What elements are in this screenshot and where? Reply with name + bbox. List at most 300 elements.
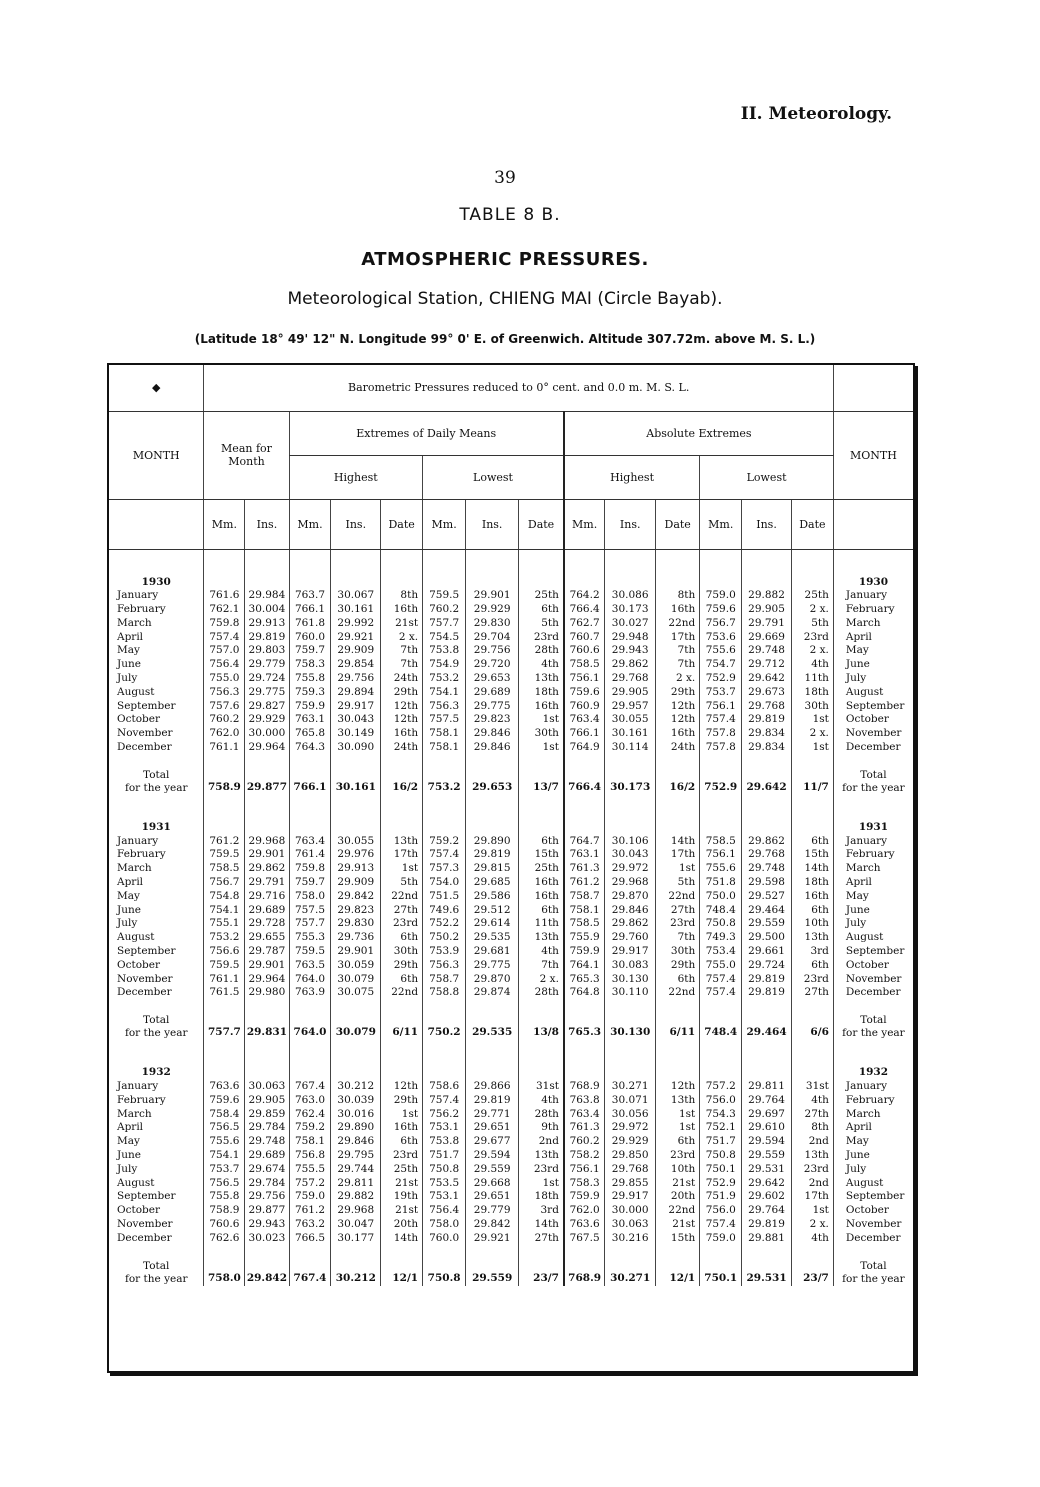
value-cell: 29.815 bbox=[466, 862, 519, 876]
value-cell: 756.5 bbox=[204, 1177, 245, 1191]
value-cell: 30th bbox=[381, 945, 423, 959]
value-cell: 755.3 bbox=[289, 931, 331, 945]
month-label-right: April bbox=[833, 1121, 913, 1135]
value-cell: 10th bbox=[656, 1163, 700, 1177]
value-cell: 15th bbox=[519, 848, 564, 862]
station-subtitle: Meteorological Station, CHIENG MAI (Circle Bayab). bbox=[287, 289, 723, 309]
total-value-cell: 30.212 bbox=[331, 1246, 381, 1286]
value-cell: 29.559 bbox=[742, 1149, 792, 1163]
value-cell: 29.531 bbox=[742, 1163, 792, 1177]
table-row bbox=[109, 727, 913, 741]
table-row bbox=[109, 1163, 913, 1177]
value-cell: 29.846 bbox=[466, 727, 519, 741]
value-cell: 29.830 bbox=[331, 917, 381, 931]
month-label: May bbox=[117, 644, 140, 657]
value-cell: 6th bbox=[656, 973, 700, 987]
value-cell: 766.5 bbox=[289, 1232, 331, 1246]
value-cell: 29.819 bbox=[742, 713, 792, 727]
value-cell: 756.4 bbox=[423, 1204, 466, 1218]
empty-cell bbox=[605, 821, 656, 835]
value-cell: 18th bbox=[791, 686, 833, 700]
value-cell: 753.1 bbox=[423, 1190, 466, 1204]
table-row bbox=[109, 700, 913, 714]
table-row bbox=[109, 1108, 913, 1122]
value-cell: 29th bbox=[381, 959, 423, 973]
spacer-row bbox=[109, 1040, 913, 1066]
value-cell: 767.5 bbox=[564, 1232, 605, 1246]
month-label: March bbox=[117, 616, 152, 629]
value-cell: 30.004 bbox=[245, 603, 289, 617]
empty-cell bbox=[466, 1066, 519, 1080]
value-cell: 29.756 bbox=[245, 1190, 289, 1204]
value-cell: 750.0 bbox=[700, 890, 742, 904]
month-label-right: June bbox=[833, 904, 913, 918]
value-cell: 755.6 bbox=[204, 1135, 245, 1149]
value-cell: 760.0 bbox=[423, 1232, 466, 1246]
value-cell: 6th bbox=[791, 835, 833, 849]
value-cell: 29.655 bbox=[245, 931, 289, 945]
value-cell: 29.728 bbox=[245, 917, 289, 931]
month-label-right: June bbox=[833, 658, 913, 672]
value-cell: 763.1 bbox=[289, 713, 331, 727]
month-label: February bbox=[117, 1093, 166, 1106]
value-cell: 16th bbox=[381, 1121, 423, 1135]
month-label-right: October bbox=[833, 713, 913, 727]
month-label-right: September bbox=[833, 945, 913, 959]
value-cell: 29.901 bbox=[331, 945, 381, 959]
value-cell: 750.1 bbox=[700, 1163, 742, 1177]
value-cell: 1st bbox=[791, 1204, 833, 1218]
empty-cell bbox=[423, 1066, 466, 1080]
table-row bbox=[109, 713, 913, 727]
month-label: December bbox=[117, 986, 172, 999]
value-cell: 754.0 bbox=[423, 876, 466, 890]
value-cell: 3rd bbox=[791, 945, 833, 959]
value-cell: 755.9 bbox=[564, 931, 605, 945]
total-label-line2: for the year bbox=[842, 1027, 905, 1040]
value-cell: 760.2 bbox=[564, 1135, 605, 1149]
spacer-cell bbox=[381, 549, 423, 576]
spacer-cell bbox=[331, 549, 381, 576]
value-cell: 4th bbox=[519, 658, 564, 672]
value-cell: 757.5 bbox=[423, 713, 466, 727]
total-value-cell: 6/11 bbox=[656, 1000, 700, 1040]
value-cell: 29.760 bbox=[605, 931, 656, 945]
value-cell: 29.866 bbox=[466, 1080, 519, 1094]
total-value-cell: 29.559 bbox=[466, 1246, 519, 1286]
total-value-cell: 753.2 bbox=[423, 755, 466, 795]
value-cell: 30.039 bbox=[331, 1094, 381, 1108]
total-value-cell: 6/6 bbox=[791, 1000, 833, 1040]
table-row bbox=[109, 658, 913, 672]
total-value-cell: 30.130 bbox=[605, 1000, 656, 1040]
value-cell: 23rd bbox=[519, 631, 564, 645]
value-cell: 30.106 bbox=[605, 835, 656, 849]
value-cell: 753.7 bbox=[204, 1163, 245, 1177]
value-cell: 30.086 bbox=[605, 589, 656, 603]
table-row bbox=[109, 986, 913, 1000]
unit-ins: Ins. bbox=[742, 499, 792, 549]
month-label: June bbox=[117, 1149, 141, 1161]
value-cell: 31st bbox=[519, 1080, 564, 1094]
month-label-right: April bbox=[833, 631, 913, 645]
value-cell: 2nd bbox=[519, 1135, 564, 1149]
value-cell: 29.823 bbox=[331, 904, 381, 918]
value-cell: 30.071 bbox=[605, 1094, 656, 1108]
table-row bbox=[109, 835, 913, 849]
value-cell: 29.724 bbox=[742, 959, 792, 973]
value-cell: 762.4 bbox=[289, 1108, 331, 1122]
value-cell: 5th bbox=[381, 876, 423, 890]
value-cell: 756.0 bbox=[700, 1094, 742, 1108]
value-cell: 29.909 bbox=[331, 876, 381, 890]
value-cell: 29th bbox=[656, 686, 700, 700]
unit-date: Date bbox=[381, 499, 423, 549]
month-label-right: October bbox=[833, 1204, 913, 1218]
table-row bbox=[109, 848, 913, 862]
month-label: April bbox=[117, 630, 144, 643]
value-cell: 2 x. bbox=[791, 1218, 833, 1232]
month-label: June bbox=[117, 658, 141, 671]
value-cell: 16th bbox=[519, 890, 564, 904]
month-label-right: July bbox=[833, 917, 913, 931]
value-cell: 29.764 bbox=[742, 1094, 792, 1108]
value-cell: 30.271 bbox=[605, 1080, 656, 1094]
value-cell: 752.9 bbox=[700, 672, 742, 686]
spacer-row bbox=[109, 549, 913, 576]
value-cell: 759.5 bbox=[204, 959, 245, 973]
value-cell: 29.881 bbox=[742, 1232, 792, 1246]
value-cell: 29.862 bbox=[742, 835, 792, 849]
spacer-cell bbox=[700, 1040, 742, 1066]
value-cell: 29.929 bbox=[605, 1135, 656, 1149]
spacer-cell bbox=[791, 795, 833, 821]
value-cell: 2 x. bbox=[381, 631, 423, 645]
empty-cell bbox=[700, 1066, 742, 1080]
value-cell: 29.929 bbox=[245, 713, 289, 727]
value-cell: 30.063 bbox=[245, 1080, 289, 1094]
value-cell: 748.4 bbox=[700, 904, 742, 918]
value-cell: 764.7 bbox=[564, 835, 605, 849]
value-cell: 764.2 bbox=[564, 589, 605, 603]
value-cell: 29.882 bbox=[331, 1190, 381, 1204]
empty-cell bbox=[656, 1066, 700, 1080]
value-cell: 757.0 bbox=[204, 644, 245, 658]
month-label: December bbox=[117, 741, 172, 754]
empty-cell bbox=[791, 821, 833, 835]
spacer-cell bbox=[109, 1040, 204, 1066]
value-cell: 12th bbox=[381, 700, 423, 714]
value-cell: 29.787 bbox=[245, 945, 289, 959]
value-cell: 30.079 bbox=[331, 973, 381, 987]
total-value-cell: 750.8 bbox=[423, 1246, 466, 1286]
value-cell: 759.5 bbox=[423, 589, 466, 603]
section-header: II. Meteorology. bbox=[740, 104, 892, 124]
empty-cell bbox=[700, 821, 742, 835]
value-cell: 6th bbox=[381, 1135, 423, 1149]
value-cell: 29.870 bbox=[605, 890, 656, 904]
spacer-cell bbox=[423, 549, 466, 576]
value-cell: 13th bbox=[656, 1094, 700, 1108]
value-cell: 30.130 bbox=[605, 973, 656, 987]
value-cell: 29.720 bbox=[466, 658, 519, 672]
value-cell: 29th bbox=[381, 686, 423, 700]
value-cell: 29.890 bbox=[466, 835, 519, 849]
value-cell: 12th bbox=[381, 1080, 423, 1094]
value-cell: 29.819 bbox=[742, 986, 792, 1000]
value-cell: 765.3 bbox=[564, 973, 605, 987]
value-cell: 29.874 bbox=[466, 986, 519, 1000]
page-number: 39 bbox=[494, 168, 516, 188]
value-cell: 757.3 bbox=[423, 862, 466, 876]
value-cell: 29.913 bbox=[245, 617, 289, 631]
value-cell: 29.855 bbox=[605, 1177, 656, 1191]
value-cell: 765.8 bbox=[289, 727, 331, 741]
total-value-cell: 29.842 bbox=[245, 1246, 289, 1286]
month-label-right: December bbox=[833, 986, 913, 1000]
empty-cell bbox=[742, 821, 792, 835]
value-cell: 17th bbox=[656, 631, 700, 645]
value-cell: 759.3 bbox=[289, 686, 331, 700]
value-cell: 759.8 bbox=[289, 862, 331, 876]
value-cell: 2nd bbox=[791, 1177, 833, 1191]
value-cell: 759.0 bbox=[700, 1232, 742, 1246]
total-label-right bbox=[833, 755, 913, 795]
value-cell: 6th bbox=[791, 959, 833, 973]
value-cell: 29.527 bbox=[742, 890, 792, 904]
spacer-cell bbox=[204, 549, 245, 576]
value-cell: 758.4 bbox=[204, 1108, 245, 1122]
unit-ins: Ins. bbox=[245, 499, 289, 549]
table-row bbox=[109, 589, 913, 603]
value-cell: 759.7 bbox=[289, 644, 331, 658]
month-label-right: January bbox=[833, 835, 913, 849]
spacer-cell bbox=[381, 795, 423, 821]
month-label-right: May bbox=[833, 644, 913, 658]
total-value-cell: 23/7 bbox=[791, 1246, 833, 1286]
spacer-cell bbox=[109, 795, 204, 821]
total-value-cell: 11/7 bbox=[791, 755, 833, 795]
value-cell: 30.000 bbox=[245, 727, 289, 741]
value-cell: 21st bbox=[381, 1177, 423, 1191]
value-cell: 751.5 bbox=[423, 890, 466, 904]
value-cell: 29.830 bbox=[466, 617, 519, 631]
value-cell: 7th bbox=[656, 644, 700, 658]
empty-cell bbox=[564, 821, 605, 835]
value-cell: 29.976 bbox=[331, 848, 381, 862]
value-cell: 760.7 bbox=[564, 631, 605, 645]
value-cell: 29.811 bbox=[742, 1080, 792, 1094]
value-cell: 29.854 bbox=[331, 658, 381, 672]
value-cell: 1st bbox=[381, 1108, 423, 1122]
value-cell: 764.0 bbox=[289, 973, 331, 987]
value-cell: 29.784 bbox=[245, 1121, 289, 1135]
value-cell: 29.803 bbox=[245, 644, 289, 658]
spacer-cell bbox=[791, 549, 833, 576]
value-cell: 7th bbox=[519, 959, 564, 973]
total-label-line2: for the year bbox=[124, 1027, 188, 1040]
month-label-right: July bbox=[833, 672, 913, 686]
table-row bbox=[109, 741, 913, 755]
total-row bbox=[109, 1246, 913, 1286]
value-cell: 4th bbox=[791, 658, 833, 672]
value-cell: 25th bbox=[519, 589, 564, 603]
value-cell: 16th bbox=[381, 603, 423, 617]
value-cell: 29.661 bbox=[742, 945, 792, 959]
value-cell: 755.6 bbox=[700, 644, 742, 658]
value-cell: 29.598 bbox=[742, 876, 792, 890]
value-cell: 28th bbox=[519, 644, 564, 658]
month-label-right: September bbox=[833, 700, 913, 714]
value-cell: 29.948 bbox=[605, 631, 656, 645]
empty-cell bbox=[381, 576, 423, 590]
spacer-cell bbox=[423, 1040, 466, 1066]
total-value-cell: 16/2 bbox=[656, 755, 700, 795]
empty-cell bbox=[289, 821, 331, 835]
value-cell: 759.9 bbox=[564, 945, 605, 959]
value-cell: 7th bbox=[656, 658, 700, 672]
value-cell: 16th bbox=[791, 890, 833, 904]
value-cell: 1st bbox=[791, 741, 833, 755]
total-value-cell: 29.831 bbox=[245, 1000, 289, 1040]
value-cell: 13th bbox=[519, 1149, 564, 1163]
value-cell: 28th bbox=[519, 1108, 564, 1122]
value-cell: 761.8 bbox=[289, 617, 331, 631]
value-cell: 759.7 bbox=[289, 876, 331, 890]
value-cell: 29.819 bbox=[742, 1218, 792, 1232]
value-cell: 750.8 bbox=[423, 1163, 466, 1177]
value-cell: 28th bbox=[519, 986, 564, 1000]
table-row bbox=[109, 904, 913, 918]
value-cell: 29.775 bbox=[466, 959, 519, 973]
table-row bbox=[109, 631, 913, 645]
table-row bbox=[109, 1149, 913, 1163]
value-cell: 758.3 bbox=[564, 1177, 605, 1191]
total-label-line1: Total bbox=[860, 1014, 887, 1027]
empty-cell bbox=[791, 1066, 833, 1080]
value-cell: 4th bbox=[519, 945, 564, 959]
value-cell: 29.594 bbox=[742, 1135, 792, 1149]
spacer-cell bbox=[519, 1040, 564, 1066]
month-column-header-right: MONTH bbox=[833, 411, 913, 499]
value-cell: 757.4 bbox=[700, 713, 742, 727]
month-label-right: September bbox=[833, 1190, 913, 1204]
value-cell: 1st bbox=[519, 741, 564, 755]
value-cell: 756.1 bbox=[564, 672, 605, 686]
value-cell: 1st bbox=[791, 713, 833, 727]
value-cell: 29.716 bbox=[245, 890, 289, 904]
mean-for-month-header: Mean for Month bbox=[204, 411, 289, 499]
unit-ins: Ins. bbox=[605, 499, 656, 549]
value-cell: 27th bbox=[791, 986, 833, 1000]
value-cell: 30.059 bbox=[331, 959, 381, 973]
value-cell: 29.768 bbox=[742, 848, 792, 862]
value-cell: 29.512 bbox=[466, 904, 519, 918]
value-cell: 760.6 bbox=[564, 644, 605, 658]
value-cell: 758.7 bbox=[564, 890, 605, 904]
value-cell: 22nd bbox=[656, 986, 700, 1000]
empty-cell bbox=[519, 1066, 564, 1080]
value-cell: 29.846 bbox=[331, 1135, 381, 1149]
value-cell: 756.1 bbox=[564, 1163, 605, 1177]
value-cell: 18th bbox=[519, 686, 564, 700]
value-cell: 761.5 bbox=[204, 986, 245, 1000]
value-cell: 23rd bbox=[519, 1163, 564, 1177]
table-row bbox=[109, 862, 913, 876]
value-cell: 763.2 bbox=[289, 1218, 331, 1232]
spacer-cell bbox=[605, 549, 656, 576]
table-row bbox=[109, 973, 913, 987]
value-cell: 16th bbox=[381, 727, 423, 741]
empty-cell bbox=[245, 576, 289, 590]
spacer-cell bbox=[742, 549, 792, 576]
value-cell: 29.905 bbox=[605, 686, 656, 700]
value-cell: 25th bbox=[791, 589, 833, 603]
total-value-cell: 23/7 bbox=[519, 1246, 564, 1286]
value-cell: 758.2 bbox=[564, 1149, 605, 1163]
value-cell: 758.6 bbox=[423, 1080, 466, 1094]
month-label-right: June bbox=[833, 1149, 913, 1163]
value-cell: 762.0 bbox=[564, 1204, 605, 1218]
value-cell: 2 x. bbox=[656, 672, 700, 686]
table-row bbox=[109, 1204, 913, 1218]
value-cell: 758.7 bbox=[423, 973, 466, 987]
month-label: April bbox=[117, 876, 144, 889]
value-cell: 756.7 bbox=[204, 876, 245, 890]
value-cell: 759.0 bbox=[289, 1190, 331, 1204]
value-cell: 30.110 bbox=[605, 986, 656, 1000]
value-cell: 5th bbox=[519, 617, 564, 631]
value-cell: 755.0 bbox=[700, 959, 742, 973]
empty-cell bbox=[466, 821, 519, 835]
month-label-right: November bbox=[833, 1218, 913, 1232]
spacer-cell bbox=[466, 1040, 519, 1066]
value-cell: 756.3 bbox=[423, 700, 466, 714]
spacer-cell bbox=[204, 795, 245, 821]
value-cell: 1st bbox=[656, 1121, 700, 1135]
value-cell: 30.043 bbox=[331, 713, 381, 727]
value-cell: 758.5 bbox=[204, 862, 245, 876]
value-cell: 29.677 bbox=[466, 1135, 519, 1149]
empty-cell bbox=[245, 1066, 289, 1080]
extremes-daily-header: Extremes of Daily Means bbox=[289, 411, 564, 455]
value-cell: 29.811 bbox=[331, 1177, 381, 1191]
value-cell: 30.173 bbox=[605, 603, 656, 617]
value-cell: 29.846 bbox=[466, 741, 519, 755]
value-cell: 753.9 bbox=[423, 945, 466, 959]
month-label-right: July bbox=[833, 1163, 913, 1177]
value-cell: 9th bbox=[519, 1121, 564, 1135]
value-cell: 757.7 bbox=[423, 617, 466, 631]
value-cell: 17th bbox=[656, 848, 700, 862]
value-cell: 7th bbox=[381, 658, 423, 672]
value-cell: 29.642 bbox=[742, 672, 792, 686]
value-cell: 30.216 bbox=[605, 1232, 656, 1246]
value-cell: 753.8 bbox=[423, 644, 466, 658]
value-cell: 29.602 bbox=[742, 1190, 792, 1204]
value-cell: 30th bbox=[791, 700, 833, 714]
spacer-cell bbox=[605, 1040, 656, 1066]
value-cell: 751.9 bbox=[700, 1190, 742, 1204]
month-label-right: December bbox=[833, 741, 913, 755]
unit-mm: Mm. bbox=[423, 499, 466, 549]
value-cell: 4th bbox=[791, 1232, 833, 1246]
total-value-cell: 30.173 bbox=[605, 755, 656, 795]
absolute-highest-header: Highest bbox=[564, 455, 700, 499]
value-cell: 757.4 bbox=[700, 986, 742, 1000]
value-cell: 11th bbox=[791, 672, 833, 686]
value-cell: 29.917 bbox=[605, 945, 656, 959]
